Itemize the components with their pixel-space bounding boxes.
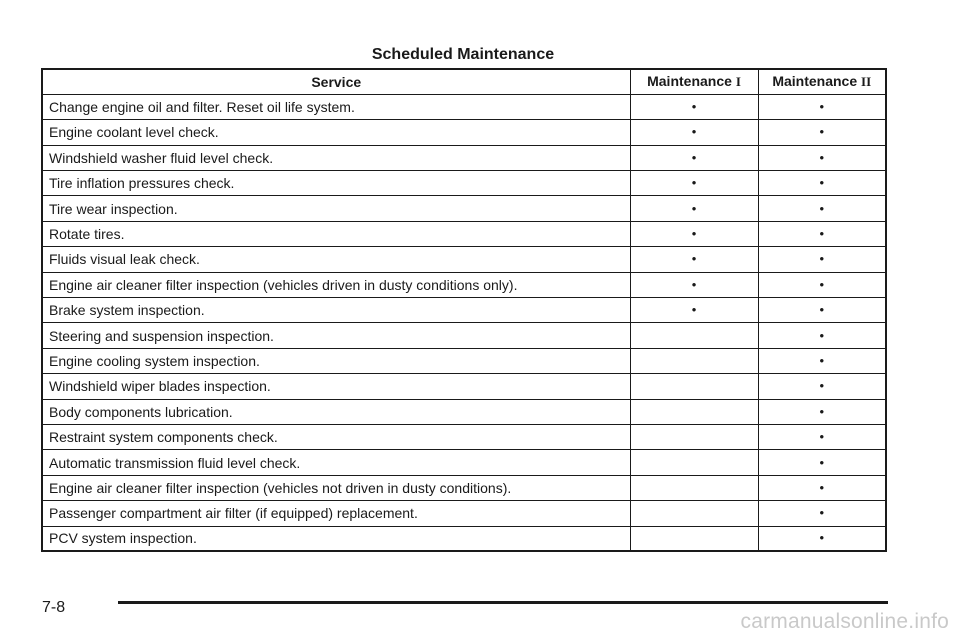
maintenance-1-mark: • (630, 120, 758, 145)
maintenance-1-mark (630, 348, 758, 373)
maintenance-1-mark: • (630, 171, 758, 196)
header-maintenance-2-word: Maintenance (772, 73, 858, 90)
table-row (42, 221, 886, 246)
maintenance-1-mark: • (630, 221, 758, 246)
table-header-row (42, 69, 886, 94)
header-maintenance-2-numeral: II (861, 74, 872, 90)
service-cell: Windshield washer fluid level check. (42, 145, 630, 170)
page-title: Scheduled Maintenance (371, 46, 555, 63)
maintenance-1-mark: • (630, 247, 758, 272)
header-maintenance-1-numeral: I (735, 74, 741, 90)
maintenance-1-mark (630, 323, 758, 348)
table-row (42, 196, 886, 221)
maintenance-2-mark: • (758, 171, 886, 196)
maintenance-2-mark: • (758, 374, 886, 399)
header-maintenance-2 (758, 69, 886, 94)
table-row (42, 94, 886, 119)
table-row (42, 501, 886, 526)
service-cell: Automatic transmission fluid level check. (42, 450, 630, 475)
table-row (42, 475, 886, 500)
maintenance-1-mark (630, 475, 758, 500)
maintenance-1-mark: • (630, 145, 758, 170)
maintenance-2-mark: • (758, 450, 886, 475)
maintenance-1-mark (630, 526, 758, 551)
table-row (42, 298, 886, 323)
service-cell: Tire inflation pressures check. (42, 171, 630, 196)
maintenance-1-mark: • (630, 272, 758, 297)
service-cell: Windshield wiper blades inspection. (42, 374, 630, 399)
table-row (42, 399, 886, 424)
header-service: Service (42, 69, 630, 94)
maintenance-1-mark (630, 450, 758, 475)
service-cell: Engine air cleaner filter inspection (vehicles driven in dusty conditions only). (42, 272, 630, 297)
maintenance-2-mark: • (758, 475, 886, 500)
maintenance-1-mark (630, 399, 758, 424)
header-maintenance-1 (630, 69, 758, 94)
table-row (42, 374, 886, 399)
service-cell: Brake system inspection. (42, 298, 630, 323)
service-cell: Fluids visual leak check. (42, 247, 630, 272)
service-cell: Rotate tires. (42, 221, 630, 246)
maintenance-1-mark: • (630, 298, 758, 323)
maintenance-2-mark: • (758, 526, 886, 551)
maintenance-2-mark: • (758, 298, 886, 323)
maintenance-2-mark: • (758, 221, 886, 246)
maintenance-1-mark: • (630, 196, 758, 221)
table-row (42, 145, 886, 170)
maintenance-2-mark: • (758, 94, 886, 119)
maintenance-1-mark (630, 424, 758, 449)
maintenance-1-mark (630, 501, 758, 526)
table-row (42, 247, 886, 272)
table-row (42, 120, 886, 145)
table-body (42, 94, 886, 551)
service-cell: Passenger compartment air filter (if equipped) replacement. (42, 501, 630, 526)
maintenance-2-mark: • (758, 399, 886, 424)
table-row (42, 348, 886, 373)
table-row (42, 272, 886, 297)
service-cell: Restraint system components check. (42, 424, 630, 449)
service-cell: Steering and suspension inspection. (42, 323, 630, 348)
maintenance-2-mark: • (758, 247, 886, 272)
maintenance-2-mark: • (758, 145, 886, 170)
maintenance-2-mark: • (758, 120, 886, 145)
service-cell: PCV system inspection. (42, 526, 630, 551)
maintenance-1-mark (630, 374, 758, 399)
service-cell: Change engine oil and filter. Reset oil life system. (42, 94, 630, 119)
maintenance-1-mark: • (630, 94, 758, 119)
maintenance-2-mark: • (758, 501, 886, 526)
maintenance-2-mark: • (758, 196, 886, 221)
table-row (42, 450, 886, 475)
maintenance-2-mark: • (758, 272, 886, 297)
watermark: carmanualsonline.info (740, 610, 949, 633)
maintenance-table (41, 68, 887, 552)
service-cell: Engine air cleaner filter inspection (vehicles not driven in dusty conditions). (42, 475, 630, 500)
maintenance-2-mark: • (758, 424, 886, 449)
table-row (42, 526, 886, 551)
header-maintenance-1-word: Maintenance (647, 73, 732, 90)
page-number: 7-8 (42, 599, 66, 616)
maintenance-2-mark: • (758, 323, 886, 348)
service-cell: Tire wear inspection. (42, 196, 630, 221)
service-cell: Engine coolant level check. (42, 120, 630, 145)
maintenance-2-mark: • (758, 348, 886, 373)
table-row (42, 323, 886, 348)
footer-rule (118, 601, 888, 604)
service-cell: Body components lubrication. (42, 399, 630, 424)
table-row (42, 424, 886, 449)
service-cell: Engine cooling system inspection. (42, 348, 630, 373)
table-row (42, 171, 886, 196)
